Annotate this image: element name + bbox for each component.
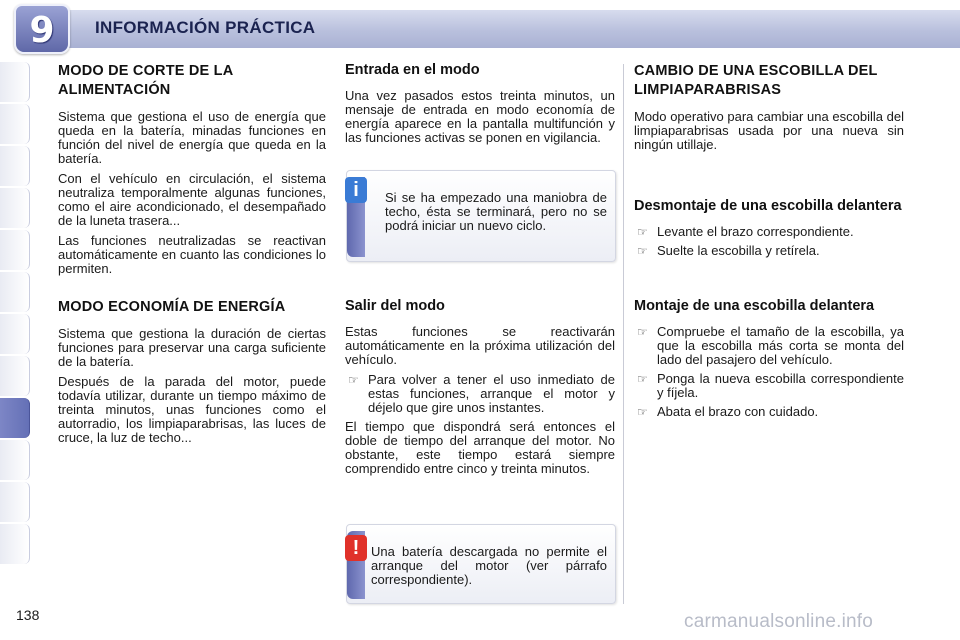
list-item: ☞ Abata el brazo con cuidado. [637,404,819,419]
warning-icon: ! [345,535,367,561]
pointing-hand-icon: ☞ [637,372,648,386]
chapter-tabs [0,62,34,566]
paragraph: Modo operativo para cambiar una escobilla del limpiaparabrisas usada por una nueva sin ningún utillaje. [634,109,904,152]
column-middle-lower [345,298,615,482]
watermark: carmanualsonline.info [684,611,874,632]
paragraph: Estas funciones se reactivarán automáticamente en la próxima utilización del vehículo. [345,324,615,367]
page-title: INFORMACIÓN PRÁCTICA [95,18,316,37]
chapter-tab-11[interactable] [0,482,30,522]
bullet-list [345,373,615,415]
column-right-lower [634,298,904,424]
chapter-number: 9 [29,10,55,51]
paragraph: Sistema que gestiona el uso de energía que queda en la batería, minadas funciones en función del nivel de energía que queda en la batería. [58,109,326,166]
column-middle [345,62,615,151]
page-number: 138 [16,607,40,623]
paragraph: Una vez pasados estos treinta minutos, un mensaje de entrada en modo economía de energía aparece en la pantalla multifunción y las funciones activas se ponen en vigilancia. [345,88,615,145]
paragraph: Sistema que gestiona la duración de ciertas funciones para preservar una carga suficiente de la batería. [58,326,326,369]
paragraph: Las funciones neutralizadas se reactivan automáticamente en cuanto las condiciones lo permiten. [58,233,326,276]
paragraph: Con el vehículo en circulación, el sistema neutraliza temporalmente algunas funciones, como el aire acondicionado, el desempañado de la luneta trasera... [58,171,326,228]
column-divider [623,64,624,604]
chapter-tab-4[interactable] [0,188,30,228]
list-item: ☞ Compruebe el tamaño de la escobilla, ya que la escobilla más corta se monta del lado del pasajero del vehículo. [637,324,904,367]
column-left-lower [58,298,326,451]
section-title-mode-entry: Entrada en el modo [345,62,480,78]
pointing-hand-icon: ☞ [637,244,648,258]
section-title-wiper-change: CAMBIO DE UNA ESCOBILLA DEL LIMPIAPARABRISAS [634,63,878,98]
chapter-tab-6[interactable] [0,272,30,312]
list-item: ☞ Ponga la nueva escobilla correspondiente y fíjela. [637,371,904,400]
chapter-tab-8[interactable] [0,356,30,396]
chapter-tab-3[interactable] [0,146,30,186]
removal-steps [634,225,904,258]
paragraph: Después de la parada del motor, puede todavía utilizar, durante un tiempo máximo de treinta minutos, unas funciones como el autorradio, los limpiaparabrisas, las luces de cruce, la luz de techo... [58,374,326,445]
chapter-tab-7[interactable] [0,314,30,354]
pointing-hand-icon: ☞ [637,225,648,239]
chapter-tab-9[interactable] [0,398,30,438]
chapter-tab-10[interactable] [0,440,30,480]
column-left [58,62,326,282]
chapter-tab-1[interactable] [0,62,30,102]
list-item: ☞ Levante el brazo correspondiente. [637,224,854,239]
list-item: ☞ Para volver a tener el uso inmediato de estas funciones, arranque el motor y déjelo que gire unos instantes. [348,372,615,415]
info-note [346,170,616,262]
pointing-hand-icon: ☞ [348,373,359,387]
fitting-steps [634,325,904,419]
section-title-power-cut: MODO DE CORTE DE LA ALIMENTACIÓN [58,63,233,98]
section-title-mode-exit: Salir del modo [345,298,445,314]
list-item: ☞ Suelte la escobilla y retírela. [637,243,820,258]
subsection-title-removal: Desmontaje de una escobilla delantera [634,198,902,214]
info-icon: i [345,177,367,203]
chapter-badge[interactable] [14,4,70,54]
info-note-text: Si se ha empezado una maniobra de techo, ésta se terminará, pero no se podrá iniciar un nuevo ciclo. [385,190,607,233]
subsection-title-fitting: Montaje de una escobilla delantera [634,298,875,314]
section-title-energy-economy: MODO ECONOMÍA DE ENERGÍA [58,299,286,315]
pointing-hand-icon: ☞ [637,325,648,339]
chapter-tab-2[interactable] [0,104,30,144]
column-right [634,62,904,263]
pointing-hand-icon: ☞ [637,405,648,419]
warning-note [346,524,616,604]
chapter-tab-12[interactable] [0,524,30,564]
chapter-tab-5[interactable] [0,230,30,270]
warning-note-text: Una batería descargada no permite el arranque del motor (ver párrafo correspondiente). [371,544,607,587]
paragraph: El tiempo que dispondrá será entonces el doble de tiempo del arranque del motor. No obstante, este tiempo estará siempre comprendido entre cinco y treinta minutos. [345,419,615,476]
